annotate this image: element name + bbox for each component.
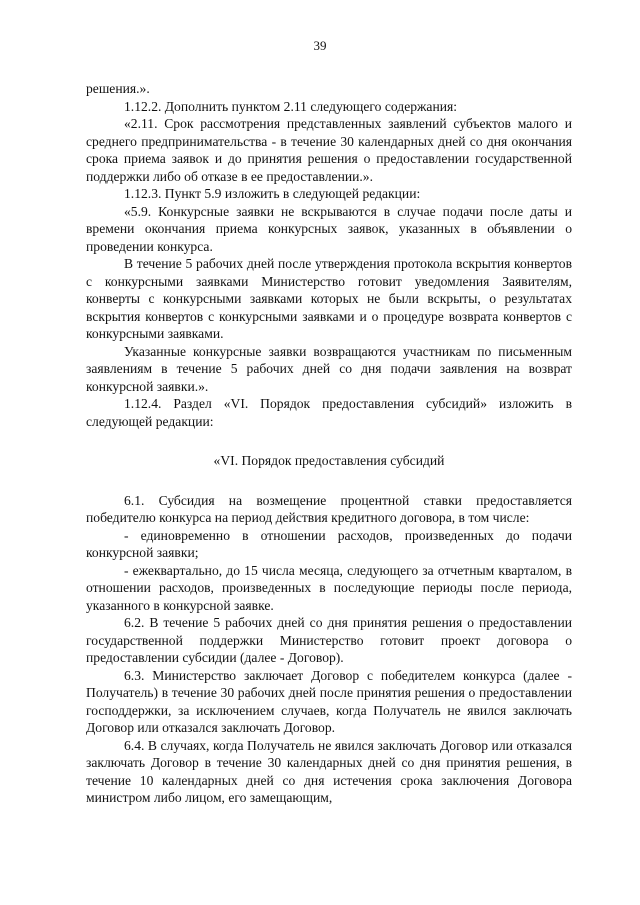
paragraph: 6.2. В течение 5 рабочих дней со дня принятия решения о предоставлении государственной поддержки Министерство готовит проект договора о предоставлении субсидии (далее - Договор). [86,615,572,665]
section-heading: «VI. Порядок предоставления субсидий [213,453,445,468]
paragraph: 1.12.3. Пункт 5.9 изложить в следующей редакции: [124,186,421,201]
paragraph: Указанные конкурсные заявки возвращаются участникам по письменным заявлениям в течение 5 рабочих дней со дня подачи заявления на возврат конкурсной заявки.». [86,343,572,394]
paragraph: «2.11. Срок рассмотрения представленных заявлений субъектов малого и среднего предпринимательства - в течение 30 календарных дней со дня окончания срока приема заявок и до принятия решения о предоставлении государственной поддержки либо об отказе в ее предоставлении.». [86,116,572,184]
paragraph: 1.12.2. Дополнить пунктом 2.11 следующего содержания: [124,98,458,114]
paragraphs-before-heading [86,80,572,430]
paragraphs-after-heading [86,492,572,807]
paragraph: 6.3. Министерство заключает Договор с победителем конкурса (далее - Получатель) в течение 30 рабочих дней после принятия решения о предоставлении господдержки, за исключением случаев, когда Получатель не явился заключать Договор или отказался заключать Договор. [86,667,572,735]
paragraph: - ежеквартально, до 15 числа месяца, следующего за отчетным кварталом, в отношении расходов, произведенных в последующие периоды после периода, указанного в конкурсной заявке. [86,562,572,613]
paragraph: В течение 5 рабочих дней после утверждения протокола вскрытия конвертов с конкурсными заявками Министерство готовит уведомления Заявителям, конверты с конкурсными заявками которых не были вскрыты, о результатах вскрытия конвертов с конкурсными заявками и о процедуре возврата конвертов с конкурсными заявками. [86,256,572,341]
paragraph: - единовременно в отношении расходов, произведенных до подачи конкурсной заявки; [86,527,572,560]
paragraph: 6.4. В случаях, когда Получатель не явился заключать Договор или отказался заключать Договор в течение 30 календарных дней со дня принятия решения, в течение 10 календарных дней со дня истечения срока заключения Договора министром либо лицом, его замещающим, [86,737,572,805]
paragraph: 6.1. Субсидия на возмещение процентной ставки предоставляется победителю конкурса на период действия кредитного договора, в том числе: [86,492,572,525]
document-body [86,80,572,807]
paragraph: «5.9. Конкурсные заявки не вскрываются в случае подачи после даты и времени окончания приема конкурсных заявок, указанных в объявлении о проведении конкурса. [86,203,572,254]
paragraph: 1.12.4. Раздел «VI. Порядок предоставления субсидий» изложить в следующей редакции: [86,396,572,429]
paragraph: решения.». [86,81,150,96]
page-number: 39 [313,38,327,53]
